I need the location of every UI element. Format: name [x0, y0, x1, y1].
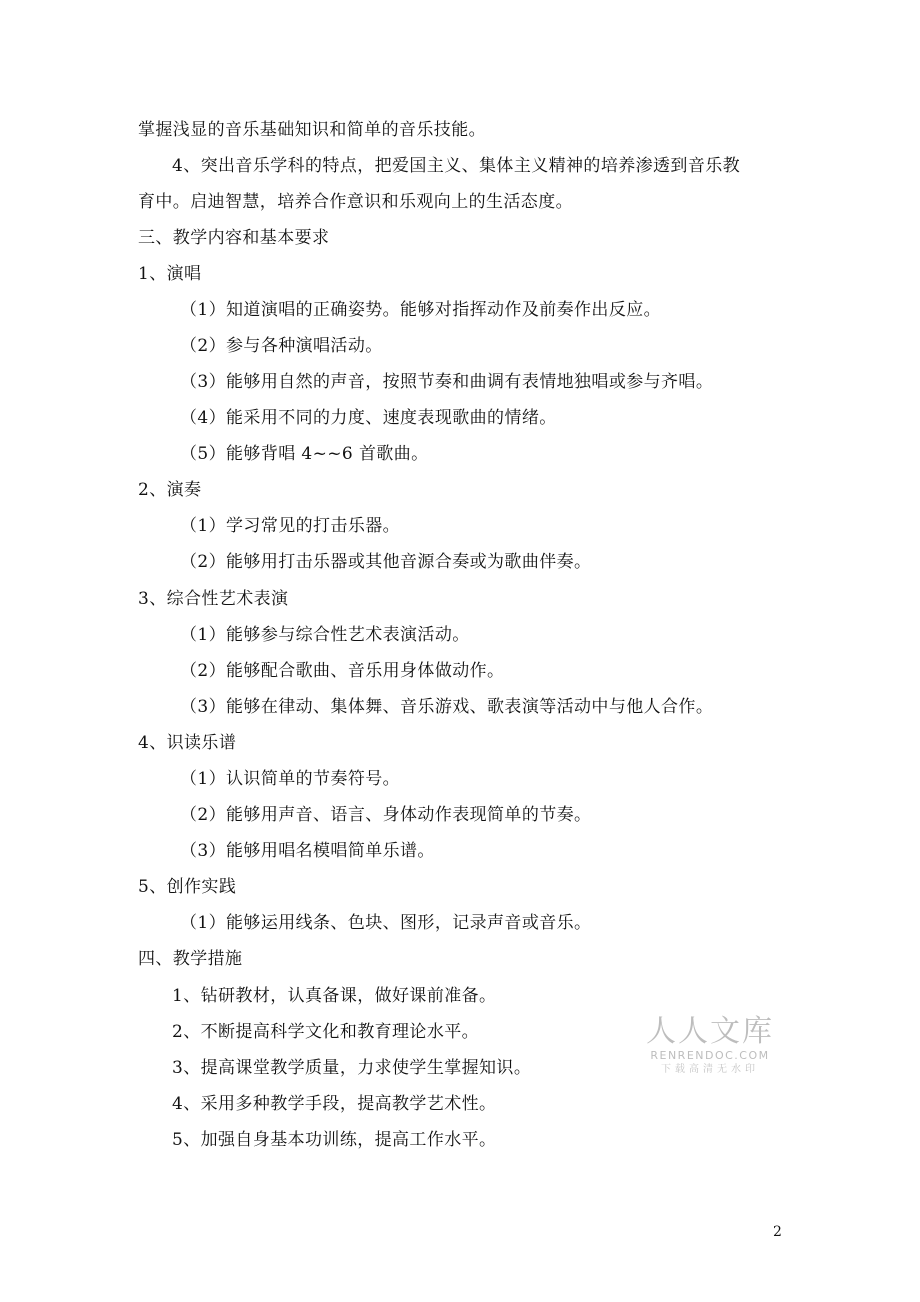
watermark-logo: [645, 1015, 775, 1077]
text-line: 4、突出音乐学科的特点，把爱国主义、集体主义精神的培养渗透到音乐教: [172, 156, 741, 176]
list-item: （1）学习常见的打击乐器。: [180, 516, 401, 536]
subsection-heading: 2、演奏: [138, 480, 202, 500]
list-item: 5、加强自身基本功训练，提高工作水平。: [172, 1130, 497, 1150]
list-item: （4）能采用不同的力度、速度表现歌曲的情绪。: [180, 408, 557, 428]
subsection-heading: 1、演唱: [138, 264, 202, 284]
list-item: （2）能够用声音、语言、身体动作表现简单的节奏。: [180, 805, 592, 825]
subsection-heading: 4、识读乐谱: [138, 733, 237, 753]
text-line: 育中。启迪智慧，培养合作意识和乐观向上的生活态度。: [138, 192, 573, 212]
watermark-tagline: 下载高清无水印: [661, 1064, 759, 1075]
subsection-heading: 5、创作实践: [138, 877, 237, 897]
watermark-domain: RENRENDOC.COM: [650, 1049, 770, 1062]
page-number: 2: [773, 1224, 782, 1240]
subsection-heading: 3、综合性艺术表演: [138, 589, 289, 609]
list-item: （2）能够配合歌曲、音乐用身体做动作。: [180, 661, 505, 681]
list-item: （1）能够参与综合性艺术表演活动。: [180, 625, 470, 645]
list-item: 4、采用多种教学手段，提高教学艺术性。: [172, 1094, 497, 1114]
list-item: （3）能够用唱名模唱简单乐谱。: [180, 841, 435, 861]
text-line: 掌握浅显的音乐基础知识和简单的音乐技能。: [138, 120, 486, 140]
list-item: （1）认识简单的节奏符号。: [180, 769, 401, 789]
list-item: （1）能够运用线条、色块、图形，记录声音或音乐。: [180, 913, 592, 933]
list-item: 2、不断提高科学文化和教育理论水平。: [172, 1022, 480, 1042]
list-item: （5）能够背唱 4~~6 首歌曲。: [180, 444, 429, 464]
list-item: （1）知道演唱的正确姿势。能够对指挥动作及前奏作出反应。: [180, 300, 662, 320]
section-heading: 四、教学措施: [138, 949, 243, 969]
list-item: （3）能够用自然的声音，按照节奏和曲调有表情地独唱或参与齐唱。: [180, 372, 714, 392]
list-item: （2）参与各种演唱活动。: [180, 336, 383, 356]
list-item: 3、提高课堂教学质量，力求使学生掌握知识。: [172, 1058, 532, 1078]
list-item: 1、钻研教材，认真备课，做好课前准备。: [172, 986, 497, 1006]
section-heading: 三、教学内容和基本要求: [138, 228, 330, 248]
watermark-title: 人人文库: [646, 1014, 774, 1049]
list-item: （3）能够在律动、集体舞、音乐游戏、歌表演等活动中与他人合作。: [180, 697, 714, 717]
list-item: （2）能够用打击乐器或其他音源合奏或为歌曲伴奏。: [180, 552, 592, 572]
